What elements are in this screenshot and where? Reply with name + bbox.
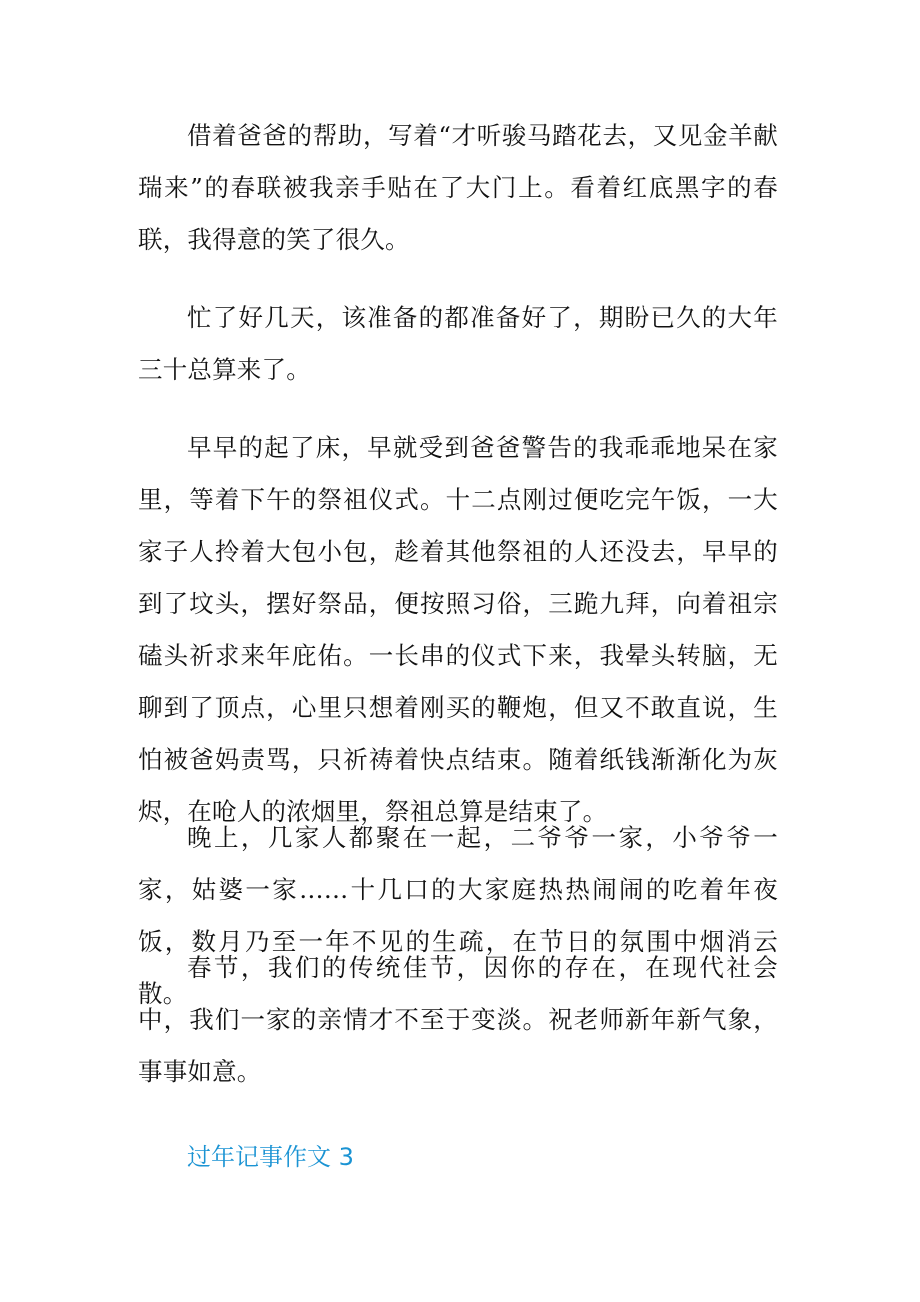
paragraph-new-years-eve-arrives: 忙了好几天，该准备的都准备好了，期盼已久的大年三十总算来了。 — [138, 303, 778, 384]
paragraph-ancestor-worship: 早早的起了床，早就受到爸爸警告的我乖乖地呆在家里，等着下午的祭祖仪式。十二点刚过便吃完午饭，一大家子人拎着大包小包，趁着其他祭祖的人还没去，早早的到了坟头，摆好祭品，便按照习俗，三跪九拜，向着祖宗磕头祈求来年庇佑。一长串的仪式下来，我晕头转脑，无聊到了顶点，心里只想着刚买的鞭炮，但又不敢直说，生怕被爸妈责骂，只祈祷着快点结束。随着纸钱渐渐化为灰烬，在呛人的浓烟里，祭祖总算是结束了。 — [138, 433, 778, 826]
paragraph-closing-wishes: 春节，我们的传统佳节，因你的存在，在现代社会中，我们一家的亲情才不至于变淡。祝老师新年新气象，事事如意。 — [138, 953, 778, 1086]
paragraph-spring-couplets: 借着爸爸的帮助，写着“才听骏马踏花去，又见金羊献瑞来”的春联被我亲手贴在了大门上。看着红底黑字的春联，我得意的笑了很久。 — [138, 121, 778, 254]
section-heading: 过年记事作文 3 — [187, 1143, 354, 1171]
paragraph-family-dinner: 晚上，几家人都聚在一起，二爷爷一家，小爷爷一家，姑婆一家……十几口的大家庭热热闹闹的吃着年夜饭，数月乃至一年不见的生疏，在节日的氛围中烟消云散。 — [138, 823, 778, 1008]
